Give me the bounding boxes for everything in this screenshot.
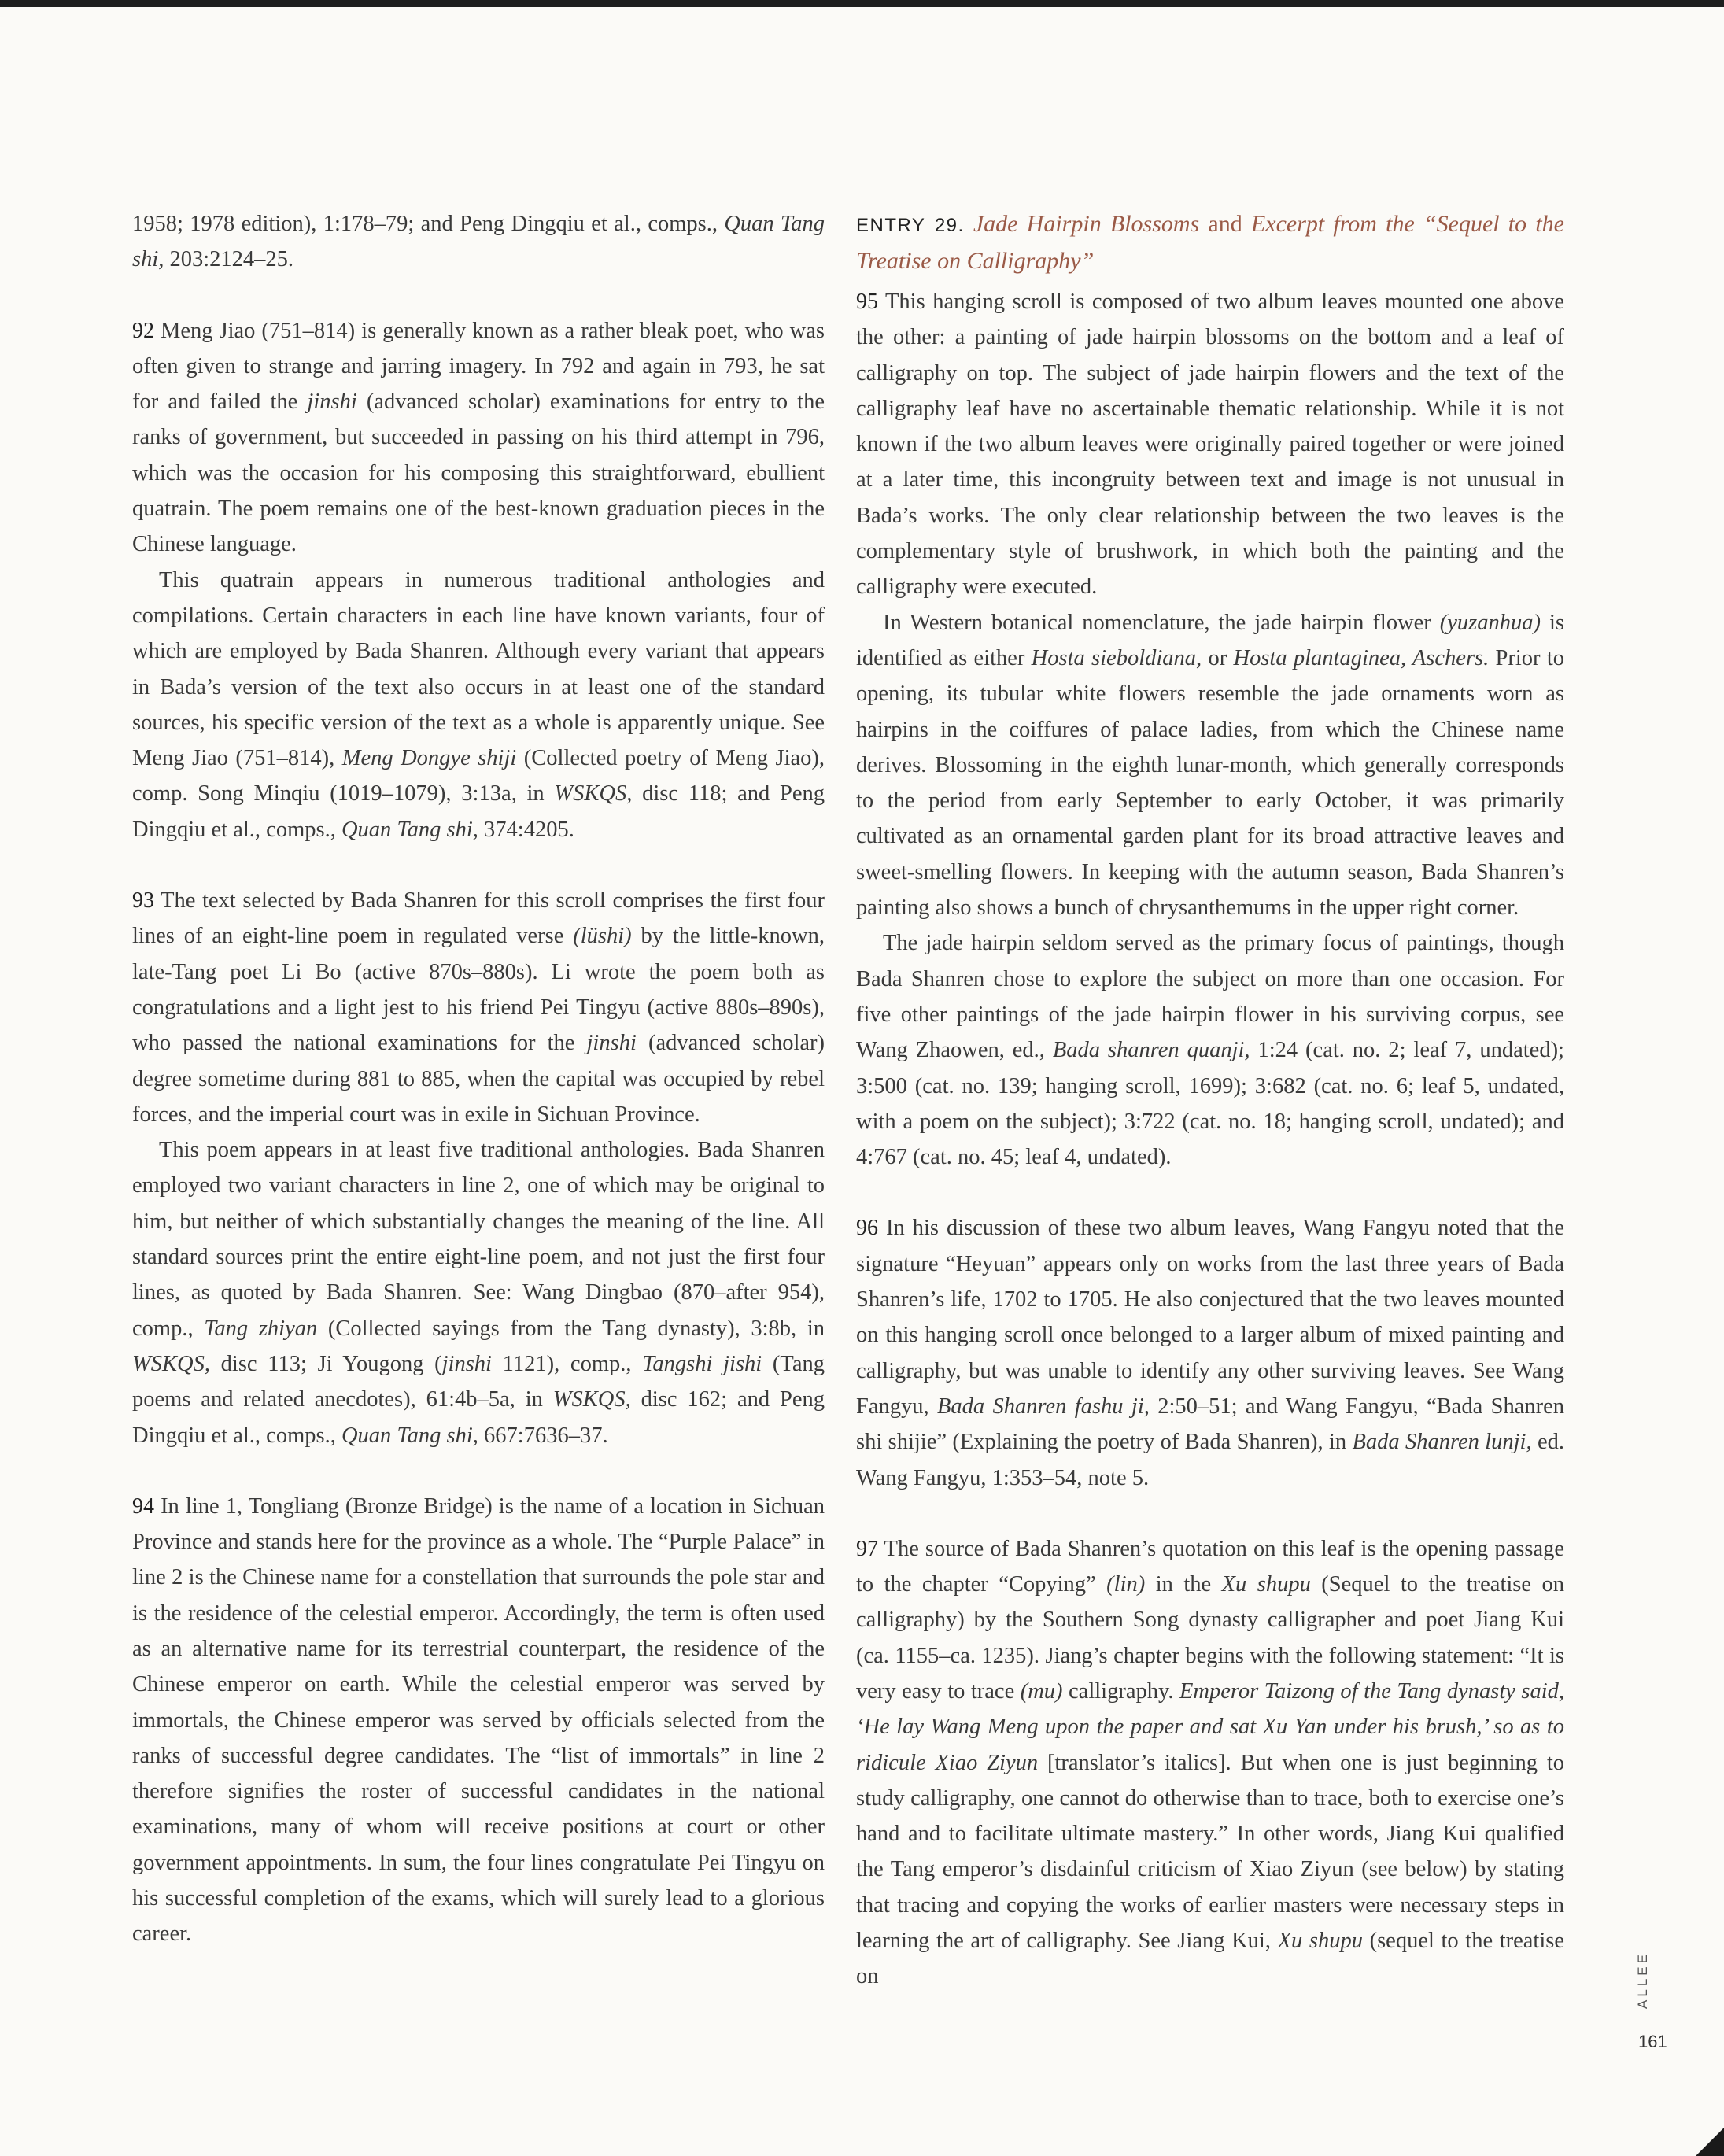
note-93 [132,883,825,1132]
entry-heading [856,206,1564,279]
note-number: 93 [132,888,154,914]
note-number: 96 [856,1216,878,1241]
text-run: In his discussion of these two album leaves, Wang Fangyu noted that the signature “Heyuan” appears only on works from the last three years of Bada Shanren’s life, 1702 to 1705. He also conjectured that the two leaves mounted on this hanging scroll once belonged to a larger album of mixed painting and calligraphy, but was unable to identify any other surviving leaves. See Wang Fangyu, [856,1216,1564,1419]
text-run: In Western botanical nomenclature, the jade hairpin flower [883,610,1440,635]
text-run: disc 118; and Peng Dingqiu et al., comps., [132,781,825,842]
italic-run: (yuzanhua) [1439,610,1541,635]
text-run: (sequel to the treatise on [856,1929,1565,1989]
page-number: 161 [1638,2032,1667,2051]
text-run: (Sequel to the treatise on calligraphy) by the Southern Song dynasty calligrapher and poet Jiang Kui (ca. 1155–ca. 1235). Jiang’s chapter begins with the following statement: “It is very easy to trace [856,1572,1564,1704]
entry-title-b-text: Excerpt from the “Sequel to the Treatise on Calligraphy” [856,211,1564,274]
text-run: (advanced scholar) degree sometime during 881 to 885, when the capital was occupied by rebel forces, and the imperial court was in exile in Sichuan Province. [132,1031,825,1127]
text-run: (Tang poems and related anecdotes), 61:4b–5a, in [132,1351,825,1412]
text-run: This quatrain appears in numerous traditional anthologies and compilations. Certain characters in each line have known variants, four of which are employed by Bada Shanren. Although every variant that appears in Bada’s version of the text also occurs in at least one of the standard sources, his specific version of the text as a whole is apparently unique. See Meng Jiao (751–814), [132,567,825,771]
text-run: The source of Bada Shanren’s quotation on this leaf is the opening passage to the chapter “Copying” [856,1536,1564,1597]
text-run: 1:24 (cat. no. 2; leaf 7, undated); 3:500 (cat. no. 139; hanging scroll, 1699); 3:682 (cat. no. 6; leaf 5, undated, with a poem on the subject); 3:722 (cat. no. 18; hanging scroll, undated); and 4:767 (cat. no. 45; leaf 4, undated). [856,1038,1564,1170]
text-run: (advanced scholar) examinations for entry to the ranks of government, but succeeded in passing on his third attempt in 796, which was the occasion for his composing this straightforward, ebullient quatrain. The poem remains one of the best-known graduation pieces in the Chinese language. [132,389,825,557]
italic-run: jinshi [441,1351,492,1376]
italic-run: Tang zhiyan [204,1316,318,1341]
italic-run: jinshi [307,389,357,415]
italic-run: WSKQS, [554,781,633,807]
italic-run: Hosta plantaginea, Aschers. [1233,645,1490,670]
note-number: 94 [132,1493,154,1519]
text-run: in the [1145,1572,1222,1597]
note-text [132,888,825,1127]
italic-run: Xu shupu [1221,1572,1311,1597]
note-93-paragraph-2 [132,1132,825,1453]
note-text [132,1494,825,1947]
note-number: 92 [132,318,154,343]
text-run: Prior to opening, its tubular white flowers resemble the jade ornaments worn as hairpins in the coiffures of palace ladies, from which the Chinese name derives. Blossoming in the eighth lunar-month, which generally corresponds to the period from early September to early October, it was primarily cultivated as an ornamental garden plant for its broad attractive leaves and sweet-smelling flowers. In keeping with the autumn season, Bada Shanren’s painting also shows a bunch of chrysanthemums in the upper right corner. [856,645,1564,921]
text-run: 2:50–51; and Wang Fangyu, “Bada Shanren shi shijie” (Explaining the poetry of Bada Shanren), in [856,1394,1564,1455]
text-run: The text selected by Bada Shanren for this scroll comprises the first four lines of an eight-line poem in regulated verse [132,888,825,949]
text-run: disc 162; and Peng Dingqiu et al., comps., [132,1387,825,1448]
note-text [132,319,825,557]
text-run: (Collected poetry of Meng Jiao), comp. Song Minqiu (1019–1079), 3:13a, in [132,746,825,807]
italic-run: Bada shanren quanji, [1052,1038,1250,1063]
text-run: by the little-known, late-Tang poet Li Bo (active 870s–880s). Li wrote the poem both as congratulations and a light jest to his friend Pei Tingyu (active 880s–890s), who passed the national examinations for the [132,924,825,1056]
italic-run: Meng Dongye shiji [341,746,517,771]
note-95 [856,284,1564,605]
text-run: [translator’s italics]. But when one is just beginning to study calligraphy, one cannot do otherwise than to trace, both to exercise one’s hand and to facilitate ultimate mastery.” In other words, Jiang Kui qualified the Tang emperor’s disdainful criticism of Xiao Ziyun (see below) by stating that tracing and copying the works of earlier masters were necessary steps in learning the art of calligraphy. See Jiang Kui, [856,1750,1565,1954]
italic-run: jinshi [586,1031,637,1056]
top-edge-bar [0,0,1724,7]
text-run: 1121), comp., [491,1351,643,1376]
text-run: calligraphy. [1062,1678,1179,1704]
note-96 [856,1210,1564,1495]
text-run: or [1202,645,1234,670]
note-number: 95 [856,290,878,314]
italic-run: (lin) [1106,1572,1146,1597]
italic-run: (mu) [1020,1678,1063,1704]
note-92-paragraph-2 [132,563,825,847]
text-run: (Collected sayings from the Tang dynasty), 3:8b, in [317,1316,825,1341]
italic-run: Xu shupu [1277,1929,1363,1954]
italic-run: Emperor Taizong of the Tang dynasty said, ‘He lay Wang Meng upon the paper and sat Xu Yan under his brush,’ so as to ridicule Xiao Ziyun [856,1678,1564,1775]
italic-run: Bada Shanren lunji, [1352,1430,1532,1455]
text-run: 1958; 1978 edition), 1:178–79; and Peng Dingqiu et al., comps., [132,212,725,236]
note-97 [856,1531,1564,1995]
note-text [856,1216,1564,1490]
italic-run: Tangshi jishi [642,1351,762,1376]
italic-run: Hosta sieboldiana, [1031,645,1202,670]
text-run: 203:2124–25. [164,247,294,272]
text-run: 374:4205. [478,817,574,842]
italic-run: Bada Shanren fashu ji, [936,1394,1150,1419]
note-number: 97 [856,1536,878,1561]
text-run: The jade hairpin seldom served as the primary focus of paintings, though Bada Shanren chose to explore the subject on more than one occasion. For five other paintings of the jade hairpin flower in his surviving corpus, see Wang Zhaowen, ed., [856,931,1564,1063]
text-run: is identified as either [856,610,1564,670]
text-run: 667:7636–37. [478,1423,608,1448]
text-run: Meng Jiao (751–814) is generally known as a rather bleak poet, who was often given to strange and jarring imagery. In 792 and again in 793, he sat for and failed the [132,318,825,415]
note-95-paragraph-3 [856,925,1564,1175]
note-94 [132,1489,825,1952]
text-run: disc 113; Ji Yougong ( [209,1351,442,1376]
text-run: ed. Wang Fangyu, 1:353–54, note 5. [856,1430,1564,1490]
right-column [856,206,1564,1995]
note-text [856,290,1564,599]
continued-note-text [132,206,825,278]
italic-run: (lüshi) [573,924,632,949]
text-run: This hanging scroll is composed of two album leaves mounted one above the other: a painting of jade hairpin blossoms on the bottom and a leaf of calligraphy on top. The subject of jade hairpin flowers and the text of the calligraphy leaf have no ascertainable thematic relationship. While it is not known if the two album leaves were originally paired together or were joined at a later time, this incongruity between text and image is not unusual in Bada’s works. The only clear relationship between the two leaves is the complementary style of brushwork, in which both the painting and the calligraphy were executed. [856,290,1564,600]
entry-title-a [965,211,1200,237]
entry-title-conjunction: and [1199,211,1251,237]
page-corner-mark [1696,2128,1724,2156]
italic-run: Quan Tang shi, [341,1423,478,1448]
text-run: This poem appears in at least five traditional anthologies. Bada Shanren employed two variant characters in line 2, one of which may be original to him, but neither of which substantially changes the meaning of the line. All standard sources print the entire eight-line poem, and not just the first four lines, as quoted by Bada Shanren. See: Wang Dingbao (870–after 954), comp., [132,1138,825,1341]
note-92 [132,313,825,563]
entry-label: ENTRY 29. [856,215,965,236]
italic-run: Quan Tang shi, [132,212,825,272]
italic-run: WSKQS, [552,1387,631,1412]
text-run: In line 1, Tongliang (Bronze Bridge) is the name of a location in Sichuan Province and stands here for the province as a whole. The “Purple Palace” in line 2 is the Chinese name for a constellation that surrounds the pole star and is the residence of the celestial emperor. Accordingly, the term is often used as an alternative name for its terrestrial counterpart, the residence of the Chinese emperor on earth. While the celestial emperor was served by immortals, the Chinese emperor was served by officials selected from the ranks of successful degree candidates. The “list of immortals” in line 2 therefore signifies the roster of successful candidates in the national examinations, many of whom will receive positions at court or other government appointments. In sum, the four lines congratulate Pei Tingyu on his successful completion of the exams, which will surely lead to a glorious career. [132,1493,825,1947]
entry-title-a-text: Jade Hairpin Blossoms [964,211,1200,237]
note-text [856,1537,1564,1989]
left-column [132,206,825,1952]
running-side-label: ALLEE [1635,1951,1650,2009]
italic-run: Quan Tang shi, [341,817,478,842]
note-95-paragraph-2 [856,605,1564,926]
italic-run: WSKQS, [132,1351,210,1376]
